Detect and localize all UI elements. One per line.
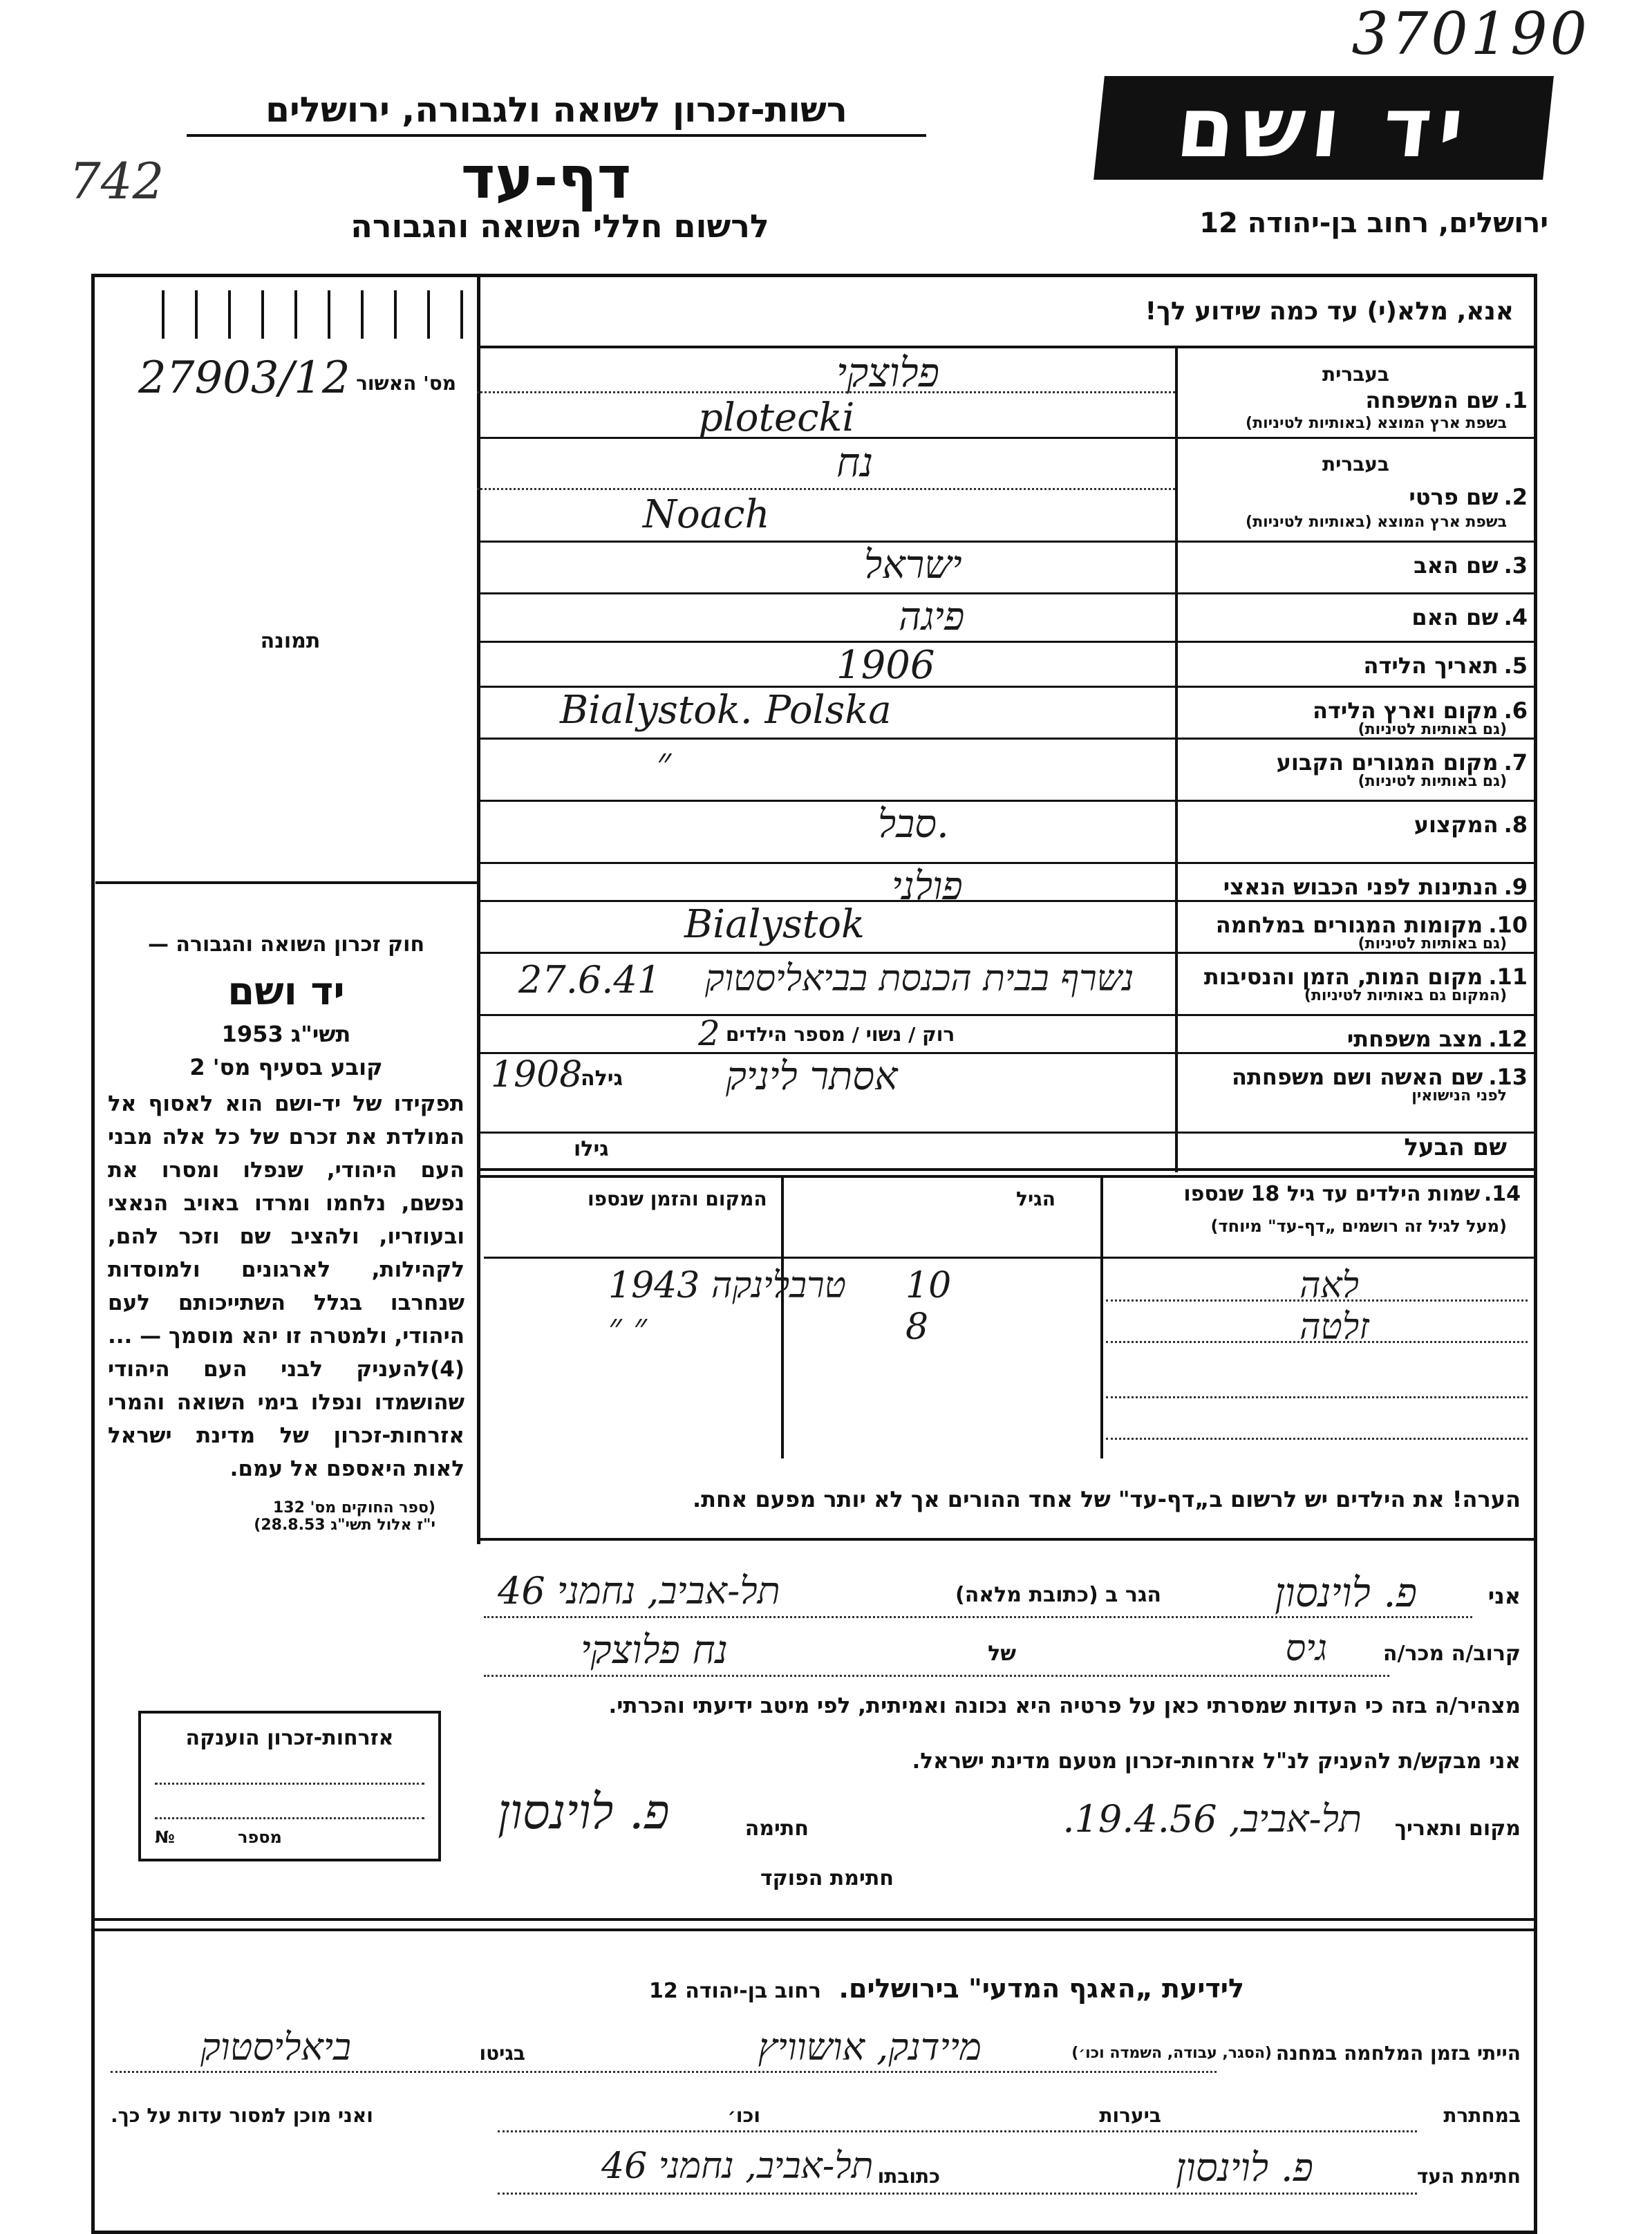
field-name: המקצוע <box>1414 811 1499 838</box>
registration-label: מס' האשור <box>356 372 456 395</box>
relation-value: גיס <box>1285 1628 1327 1669</box>
header-address: ירושלים, רחוב בן-יהודה 12 <box>1199 207 1548 239</box>
institution-name: רשות-זכרון לשואה ולגבורה, ירושלים <box>187 90 926 137</box>
field-number: 4. <box>1503 604 1528 630</box>
witness-addr-value: תל-אביב, נחמני 46 <box>601 2146 874 2187</box>
declaration-line-2 <box>484 1628 1521 1683</box>
field-label-13 <box>1182 1054 1528 1134</box>
marital-status-options: רוק / נשוי / מספר הילדים <box>726 1023 955 1046</box>
field-value-latin: plotecki <box>698 395 855 440</box>
field-sublabel: (גם באותיות לטיניות) <box>1358 721 1507 738</box>
note: הערה! את הילדים יש לרשום ב„דף-עד" של אחד ההורים אך לא יותר מפעם אחת. <box>693 1486 1521 1512</box>
official-signature: חתימת הפוקד <box>760 1866 894 1890</box>
testimony-label: ואני מוכן למסור עדות על כך. <box>111 2104 373 2127</box>
etc-label: וכו׳ <box>727 2104 760 2127</box>
child-place: ״ ״ <box>608 1306 648 1348</box>
field-name: הנתינות לפני הכבוש הנאצי <box>1223 874 1499 900</box>
signature-value: פ. לוינסון <box>498 1783 670 1840</box>
field-number: 10. <box>1488 912 1528 938</box>
field-row-7 <box>477 740 1537 802</box>
field-name: שם פרטי <box>1409 484 1499 510</box>
witness-sig-label: חתימת העד <box>1416 2165 1521 2188</box>
field-sublabel: (גם באותיות לטיניות) <box>1358 935 1507 952</box>
children-count: 2 <box>698 1013 720 1053</box>
field-title <box>1409 484 1528 510</box>
child-age: 8 <box>905 1306 929 1348</box>
husband-age-label: גילו <box>574 1137 609 1161</box>
field-label-9 <box>1182 864 1528 902</box>
field-number: 9. <box>1503 874 1528 900</box>
field-value: סבל. <box>878 802 949 847</box>
i-value: פ. לוינסון <box>1275 1569 1417 1616</box>
bottom-address: רחוב בן-יהודה 12 <box>649 1979 821 2003</box>
field-row-10 <box>477 902 1537 954</box>
field-value-latin: Noach <box>643 492 770 537</box>
signature-label: חתימה <box>744 1817 809 1841</box>
field-row-4 <box>477 594 1537 643</box>
field-value-hebrew: נח <box>836 439 874 486</box>
of-label: של <box>988 1642 1016 1666</box>
resides-label: הגר ב (כתובת מלאה) <box>955 1583 1161 1607</box>
field-title <box>1313 697 1528 724</box>
field-label-10 <box>1182 902 1528 954</box>
field-number: 6. <box>1503 697 1528 724</box>
law-clause: קובע בסעיף מס' 2 <box>189 1054 383 1080</box>
corner-mark: 742 <box>69 152 165 210</box>
field-label-7 <box>1182 740 1528 802</box>
field-title <box>1414 552 1528 579</box>
field-number: 13. <box>1488 1064 1528 1090</box>
field-label-12 <box>1182 1016 1528 1054</box>
field-row-13 <box>477 1054 1537 1134</box>
field-row-2 <box>477 439 1537 543</box>
field-value-hebrew: פלוצקי <box>836 349 939 396</box>
bottom-heading-text: לידיעת „האגף המדעי" בירושלים. <box>838 1973 1244 2004</box>
declaration-text-1: מצהיר/ה בזה כי העדות שמסרתי כאן על פרטיה היא נכונה ואמיתית, לפי מיטב ידיעתי והכרתי. <box>608 1693 1521 1718</box>
camp-hint: (הסגר, עבודה, השמדה וכו׳) <box>1071 2045 1272 2062</box>
children-title <box>1106 1182 1521 1206</box>
children-num: 14. <box>1483 1182 1521 1206</box>
field-lang-label: בעברית <box>1322 453 1389 476</box>
field-title <box>1364 653 1528 679</box>
field-title <box>1204 964 1528 990</box>
field-label-6 <box>1182 688 1528 740</box>
field-name: שם המשפחה <box>1365 387 1499 413</box>
bottom-heading <box>484 1973 1244 2004</box>
underground-label: במחתרת <box>1443 2104 1521 2127</box>
child-place: טרבלינקה 1943 <box>608 1265 847 1306</box>
field-sublabel: לפני הנישואין <box>1411 1087 1507 1105</box>
instruction: אנא, מלא(י) עד כמה שידוע לך! <box>1145 297 1514 326</box>
field-title <box>1216 912 1528 938</box>
field-sublabel: (המקום גם באותיות לטיניות) <box>1304 987 1507 1004</box>
law-year: תשי"ג 1953 <box>221 1021 351 1047</box>
logo-text: יד ושם <box>1172 79 1476 176</box>
ghetto-label: בגיטו <box>479 2042 525 2065</box>
witness-sig-value: פ. לוינסון <box>1176 2146 1313 2190</box>
wife-age-value: 1908 <box>491 1054 583 1096</box>
declaration-text-2: אני מבקש/ת להעניק לנ"ל אזרחות-זכרון מטעם מדינת ישראל. <box>912 1749 1521 1774</box>
field-row-6 <box>477 688 1537 740</box>
field-title <box>1232 1064 1528 1090</box>
declaration-line-1 <box>484 1569 1521 1624</box>
law-heading: חוק זכרון השואה והגבורה — <box>147 932 425 957</box>
law-name: יד ושם <box>227 969 345 1014</box>
field-sublabel: (גם באותיות לטיניות) <box>1358 773 1507 790</box>
field-number: 3. <box>1503 552 1528 579</box>
field-number: 11. <box>1488 964 1528 990</box>
of-value: נח פלוצקי <box>581 1628 729 1673</box>
field-title <box>1223 874 1528 900</box>
field-value: Bialystok <box>684 902 865 947</box>
wife-name-value: אסתר ליניק <box>726 1054 898 1099</box>
child-row <box>484 1306 1537 1348</box>
field-number: 7. <box>1503 749 1528 776</box>
field-number: 8. <box>1503 811 1528 838</box>
i-label: אני <box>1487 1583 1521 1609</box>
form-subtitle: לרשום חללי השואה והגבורה <box>350 207 769 245</box>
field-name: שם האשה ושם משפחתה <box>1231 1064 1483 1090</box>
field-title <box>1347 1026 1528 1052</box>
field-name: תאריך הלידה <box>1363 653 1499 679</box>
citizenship-title: אזרחות-זכרון הוענקה <box>185 1726 394 1750</box>
field-value-date: 27.6.41 <box>518 958 661 1002</box>
camp-value: מיידנק, אושוויץ <box>758 2025 982 2069</box>
field-title <box>1365 387 1528 413</box>
field-name: מקום המות, הזמן והנסיבות <box>1203 964 1483 990</box>
field-row-5 <box>477 643 1537 688</box>
field-value: פולני <box>892 864 963 909</box>
place-date-value: תל-אביב, 19.4.56. <box>1062 1797 1362 1841</box>
bottom-line-2 <box>111 2094 1521 2143</box>
col-place: המקום והזמן שנספו <box>588 1188 767 1210</box>
archive-number: 370190 <box>1351 0 1590 68</box>
bottom-line-1 <box>111 2025 1521 2081</box>
children-title-text: שמות הילדים עד גיל 18 שנספו <box>1183 1182 1481 1206</box>
field-label-2 <box>1182 439 1528 543</box>
field-row-12 <box>477 1013 1537 1054</box>
field-value: ״ <box>657 740 672 785</box>
form-title: דף-עד <box>460 144 632 212</box>
registration-box <box>118 346 463 415</box>
child-age: 10 <box>905 1265 952 1306</box>
field-name: מקומות המגורים במלחמה <box>1215 912 1483 938</box>
forests-label: ביערות <box>1099 2104 1161 2127</box>
field-value: 1906 <box>836 643 935 688</box>
field-row-9 <box>477 864 1537 909</box>
citizenship-no: № <box>155 1828 175 1847</box>
law-source-1: (ספר החוקים מס' 132 <box>272 1499 435 1517</box>
camp-label: הייתי בזמן המלחמה במחנה <box>1275 2042 1521 2065</box>
field-name: שם האם <box>1411 604 1499 630</box>
field-value: Bialystok. Polska <box>560 688 892 733</box>
field-label-11 <box>1182 954 1528 1016</box>
logo <box>1093 76 1554 180</box>
field-sublabel: בשפת ארץ המוצא (באותיות לטיניות) <box>1246 415 1507 432</box>
law-text: תפקידו של יד-ושם הוא לאסוף אל המולדת את זכרם של כל אלה מבני העם היהודי, שנפלו ומסרו את נפשם, נלחמו ומרדו באויב הנאצי ובעוזריו, ולהציב שם וזכר להם, לקהילות, לארגונים ולמוסדות שנחרבו בגלל השתייכותם לעם היהודי, ולמטרה זו יהא מוסמך — ...(4)להעניק לבני העם היהודי שהושמדו ונפלו בימי השואה והמרי אזרחות-זכרון של מדינת ישראל לאות היאספם אל עמם. <box>108 1091 464 1481</box>
field-value: נשרף בבית הכנסת בביאליסטוק <box>705 958 1134 999</box>
field-label-1 <box>1182 349 1528 439</box>
registration-ticks <box>131 290 463 339</box>
witness-addr-label: כתובתו <box>877 2165 940 2188</box>
col-age: הגיל <box>1016 1188 1055 1210</box>
wife-age-label: גילה <box>581 1067 623 1091</box>
registration-value: 27903/12 <box>138 353 350 404</box>
field-row-11 <box>477 954 1537 1016</box>
field-number: 2. <box>1503 484 1528 510</box>
field-number: 1. <box>1503 387 1528 413</box>
law-source-2: י"ז אלול תשי"ג 28.8.53) <box>254 1517 435 1534</box>
place-date-row <box>484 1783 1521 1852</box>
citizenship-box <box>138 1711 441 1861</box>
bottom-line-3 <box>111 2146 1521 2205</box>
children-subtitle: (מעל לגיל זה רושמים „דף-עד" מיוחד) <box>1210 1217 1507 1236</box>
address-value: תל-אביב, נחמני 46 <box>498 1569 780 1613</box>
field-value: פיגה <box>899 594 965 639</box>
husband-label: שם הבעל <box>1404 1134 1507 1161</box>
field-sublabel: בשפת ארץ המוצא (באותיות לטיניות) <box>1246 514 1507 531</box>
law-box <box>95 881 477 1548</box>
child-name: זלטה <box>1299 1306 1369 1348</box>
field-label-3 <box>1182 543 1528 594</box>
child-name: לאה <box>1299 1265 1359 1306</box>
field-name: שם האב <box>1414 552 1499 579</box>
field-number: 12. <box>1488 1026 1528 1052</box>
photo-label: תמונה <box>260 629 321 653</box>
field-label-5 <box>1182 643 1528 688</box>
ghetto-value: ביאליסטוק <box>200 2025 352 2069</box>
field-lang-label: בעברית <box>1322 363 1389 386</box>
field-title <box>1414 811 1528 838</box>
children-table <box>484 1175 1537 1472</box>
field-row-3 <box>477 543 1537 594</box>
field-value: ישראל <box>864 543 962 588</box>
field-row-1 <box>477 349 1537 439</box>
relative-label: קרוב/ה מכר/ה <box>1382 1642 1521 1666</box>
field-title <box>1277 749 1528 776</box>
field-label-4 <box>1182 594 1528 643</box>
child-row <box>484 1265 1537 1306</box>
field-name: מקום המגורים הקבוע <box>1276 749 1499 776</box>
field-name: מצב משפחתי <box>1346 1026 1483 1052</box>
place-date-label: מקום ותאריך <box>1394 1817 1521 1841</box>
field-row-8 <box>477 802 1537 864</box>
field-name: מקום וארץ הלידה <box>1313 697 1499 724</box>
field-label-8 <box>1182 802 1528 864</box>
field-number: 5. <box>1503 653 1528 679</box>
citizenship-number-label: מספר <box>238 1828 282 1847</box>
field-title <box>1411 604 1528 630</box>
